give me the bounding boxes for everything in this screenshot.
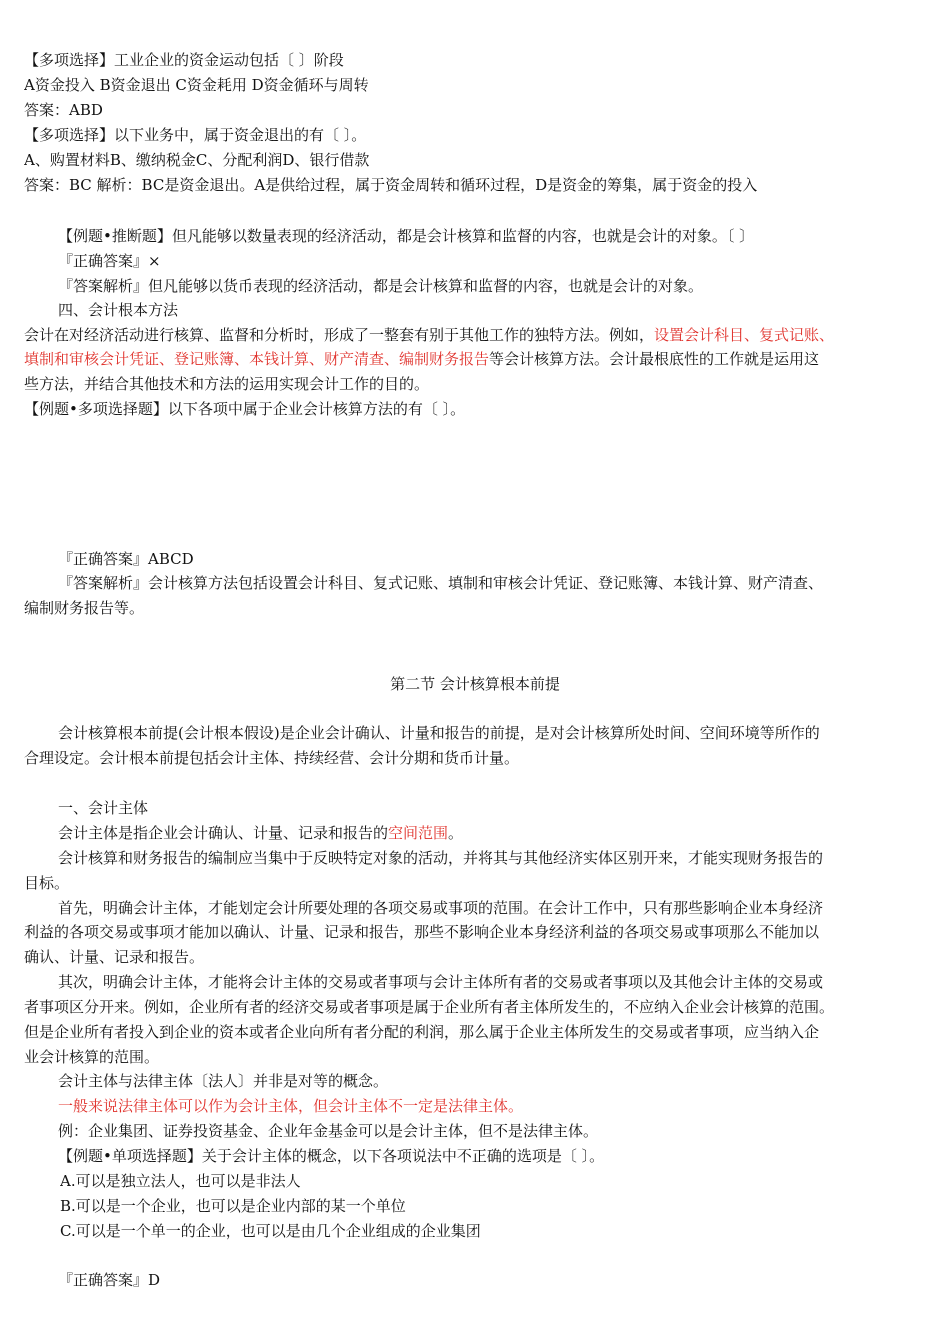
entity-paragraph-3-line-2: 者事项区分开来。例如，企业所有者的经济交易或者事项是属于企业所有者主体所发生的，不应纳入企业会计核算的范围。: [24, 998, 835, 1016]
entity-highlight: 空间范围: [388, 824, 449, 842]
q2-stem: 【多项选择】以下业务中，属于资金退出的有〔 〕。: [24, 126, 367, 144]
entity-key-point: 一般来说法律主体可以作为会计主体，但会计主体不一定是法律主体。: [58, 1097, 524, 1115]
section-intro-line-2: 合理设定。会计根本前提包括会计主体、持续经营、会计分期和货币计量。: [24, 749, 520, 767]
entity-example: 例：企业集团、证券投资基金、企业年金基金可以是会计主体，但不是法律主体。: [58, 1122, 599, 1140]
methods-text: 等会计核算方法。会计最根底性的工作就是运用这: [489, 350, 820, 368]
ex3-option-a: A.可以是独立法人，也可以是非法人: [60, 1172, 301, 1190]
ex2-answer: 『正确答案』ABCD: [58, 550, 194, 568]
methods-highlight: 填制和审核会计凭证、登记账簿、本钱计算、财产清查、编制财务报告: [24, 350, 490, 368]
q1-options: A资金投入 B资金退出 C资金耗用 D资金循环与周转: [24, 76, 369, 94]
ex2-analysis-line-2: 编制财务报告等。: [24, 599, 145, 617]
section-heading-methods: 四、会计根本方法: [58, 301, 179, 319]
section-heading-entity: 一、会计主体: [58, 799, 149, 817]
ex1-stem: 【例题•推断题】但凡能够以数量表现的经济活动，都是会计核算和监督的内容，也就是会计的对象。〔 〕: [58, 227, 755, 245]
ex2-stem: 【例题•多项选择题】以下各项中属于企业会计核算方法的有〔 〕。: [24, 400, 466, 418]
methods-paragraph-line-3: 些方法，并结合其他技术和方法的运用实现会计工作的目的。: [24, 375, 430, 393]
ex1-analysis: 『答案解析』但凡能够以货币表现的经济活动，都是会计核算和监督的内容，也就是会计的对象。: [58, 277, 704, 295]
entity-paragraph-2-line-1: 首先，明确会计主体，才能划定会计所要处理的各项交易或事项的范围。在会计工作中，只有那些影响企业本身经济: [58, 899, 824, 917]
entity-paragraph-3-line-3: 但是企业所有者投入到企业的资本或者企业向所有者分配的利润，那么属于企业主体所发生的交易或者事项，应当纳入企: [24, 1023, 820, 1041]
q1-answer: 答案：ABD: [24, 101, 103, 119]
q1-stem: 【多项选择】工业企业的资金运动包括〔 〕阶段: [24, 51, 344, 69]
methods-paragraph-line-2: [24, 347, 926, 371]
entity-paragraph-4: 会计主体与法律主体〔法人〕并非是对等的概念。: [58, 1072, 389, 1090]
ex3-option-c: C.可以是一个单一的企业，也可以是由几个企业组成的企业集团: [60, 1222, 481, 1240]
q2-options: A、购置材料B、缴纳税金C、分配利润D、银行借款: [24, 151, 370, 169]
ex3-option-b: B.可以是一个企业，也可以是企业内部的某一个单位: [60, 1197, 406, 1215]
entity-definition: [58, 821, 926, 845]
entity-paragraph-1-line-2: 目标。: [24, 874, 70, 892]
entity-paragraph-2-line-2: 利益的各项交易或事项才能加以确认、计量、记录和报告，那些不影响企业本身经济利益的各项交易或事项那么不能加以: [24, 923, 820, 941]
methods-text: 会计在对经济活动进行核算、监督和分析时，形成了一整套有别于其他工作的独特方法。例如，: [24, 326, 655, 344]
entity-text: 会计主体是指企业会计确认、计量、记录和报告的: [58, 824, 389, 842]
entity-text: 。: [448, 824, 464, 842]
entity-paragraph-3-line-4: 业会计核算的范围。: [24, 1048, 160, 1066]
entity-paragraph-2-line-3: 确认、计量、记录和报告。: [24, 948, 205, 966]
methods-highlight: 设置会计科目、复式记账、: [654, 326, 835, 344]
entity-paragraph-3-line-1: 其次，明确会计主体，才能将会计主体的交易或者事项与会计主体所有者的交易或者事项以及其他会计主体的交易或: [58, 973, 824, 991]
ex3-stem: 【例题•单项选择题】关于会计主体的概念，以下各项说法中不正确的选项是〔 〕。: [58, 1147, 605, 1165]
q2-answer: 答案：BC 解析：BC是资金退出。A是供给过程，属于资金周转和循环过程，D是资金的筹集，属于资金的投入: [24, 176, 758, 194]
ex1-answer: 『正确答案』×: [58, 252, 161, 270]
section-title: 第二节 会计核算根本前提: [390, 675, 560, 693]
section-intro-line-1: 会计核算根本前提(会计根本假设)是企业会计确认、计量和报告的前提，是对会计核算所处时间、空间环境等所作的: [58, 724, 820, 742]
entity-paragraph-1-line-1: 会计核算和财务报告的编制应当集中于反映特定对象的活动，并将其与其他经济实体区别开来，才能实现财务报告的: [58, 849, 824, 867]
methods-paragraph-line-1: [24, 323, 926, 347]
ex2-analysis-line-1: 『答案解析』会计核算方法包括设置会计科目、复式记账、填制和审核会计凭证、登记账簿、本钱计算、财产清查、: [58, 574, 824, 592]
ex3-answer: 『正确答案』D: [58, 1271, 161, 1289]
